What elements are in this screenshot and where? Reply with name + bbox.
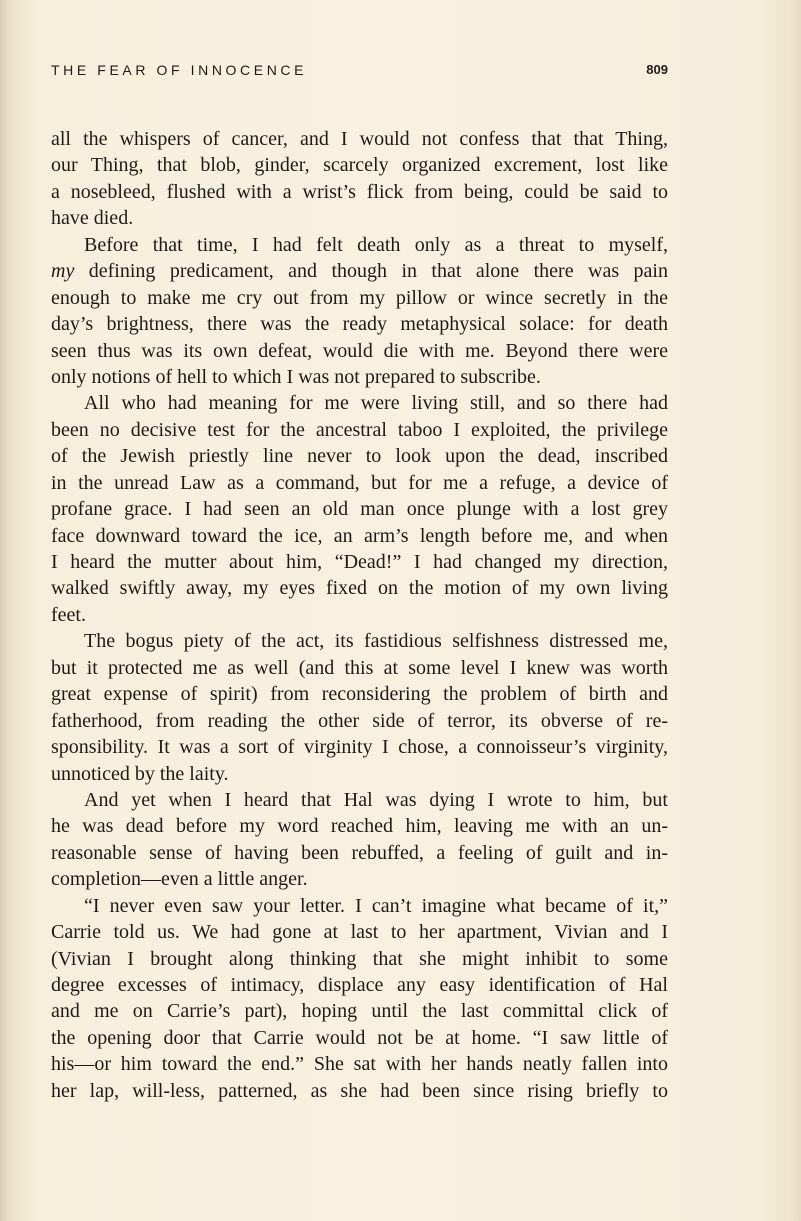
text-line: been no decisive test for the ancestral taboo I exploited, the privilege xyxy=(51,418,668,441)
emphasis: my xyxy=(51,260,75,283)
text-line: I heard the mutter about him, “Dead!” I had changed my direction, xyxy=(51,551,668,573)
text-line: completion—even a little anger. xyxy=(51,868,308,891)
paragraph xyxy=(51,390,668,628)
paragraph xyxy=(51,787,668,893)
text-line: our Thing, that blob, ginder, scarcely organized excrement, lost like xyxy=(51,154,668,177)
text-line: unnoticed by the laity. xyxy=(51,762,229,785)
text-line: fatherhood, from reading the other side of terror, its obverse of re- xyxy=(51,709,668,732)
text-line: face downward toward the ice, an arm’s length before me, and when xyxy=(51,524,668,547)
running-header xyxy=(51,62,668,82)
text-line: a nosebleed, flushed with a wrist’s flick from being, could be said to xyxy=(51,180,668,203)
text-line: great expense of spirit) from reconsidering the problem of birth and xyxy=(51,683,668,706)
body-text xyxy=(51,126,668,1104)
text-line: in the unread Law as a command, but for me a refuge, a device of xyxy=(51,471,668,494)
text-line: have died. xyxy=(51,207,134,230)
paragraph xyxy=(51,126,668,232)
text-line: day’s brightness, there was the ready metaphysical solace: for death xyxy=(51,313,668,336)
text-line: all the whispers of cancer, and I would not confess that that Thing, xyxy=(51,128,668,150)
text-line: enough to make me cry out from my pillow or wince secretly in the xyxy=(51,286,668,309)
running-title: THE FEAR OF INNOCENCE xyxy=(51,62,308,78)
text-line: only notions of hell to which I was not prepared to subscribe. xyxy=(51,365,541,388)
text-line: his—or him toward the end.” She sat with her hands neatly fallen into xyxy=(51,1053,668,1076)
text-line: (Vivian I brought along thinking that she might inhibit to some xyxy=(51,947,668,970)
text-line: feet. xyxy=(51,603,86,626)
text-line: the opening door that Carrie would not be at home. “I saw little of xyxy=(51,1026,668,1049)
text-line: my defining predicament, and though in that alone there was pain xyxy=(51,260,668,283)
text-line: Carrie told us. We had gone at last to her apartment, Vivian and I xyxy=(51,921,668,944)
text-line: All who had meaning for me were living still, and so there had xyxy=(84,392,668,415)
text-line: “I never even saw your letter. I can’t imagine what became of it,” xyxy=(84,894,668,917)
text-line: walked swiftly away, my eyes fixed on the motion of my own living xyxy=(51,577,668,600)
page-number: 809 xyxy=(646,62,668,77)
text-line: And yet when I heard that Hal was dying I wrote to him, but xyxy=(84,788,668,811)
text-line: but it protected me as well (and this at some level I knew was worth xyxy=(51,656,668,679)
text-line: degree excesses of intimacy, displace any easy identification of Hal xyxy=(51,974,668,996)
text-line: sponsibility. It was a sort of virginity I chose, a connoisseur’s virginity, xyxy=(51,736,668,759)
text-line: reasonable sense of having been rebuffed, a feeling of guilt and in- xyxy=(51,841,668,864)
text-line: her lap, will-less, patterned, as she had been since rising briefly to xyxy=(51,1079,668,1102)
paragraph xyxy=(51,893,668,1105)
text-line: and me on Carrie’s part), hoping until the last committal click of xyxy=(51,1000,668,1023)
text-line: seen thus was its own defeat, would die with me. Beyond there were xyxy=(51,339,668,362)
text-line: The bogus piety of the act, its fastidious selfishness distressed me, xyxy=(84,630,668,653)
text-line: Before that time, I had felt death only as a threat to myself, xyxy=(84,233,668,256)
paragraph xyxy=(51,628,668,787)
text-line: profane grace. I had seen an old man once plunge with a lost grey xyxy=(51,498,668,521)
paragraph xyxy=(51,232,668,391)
text-line: he was dead before my word reached him, leaving me with an un- xyxy=(51,815,668,838)
text-line: of the Jewish priestly line never to look upon the dead, inscribed xyxy=(51,445,668,468)
